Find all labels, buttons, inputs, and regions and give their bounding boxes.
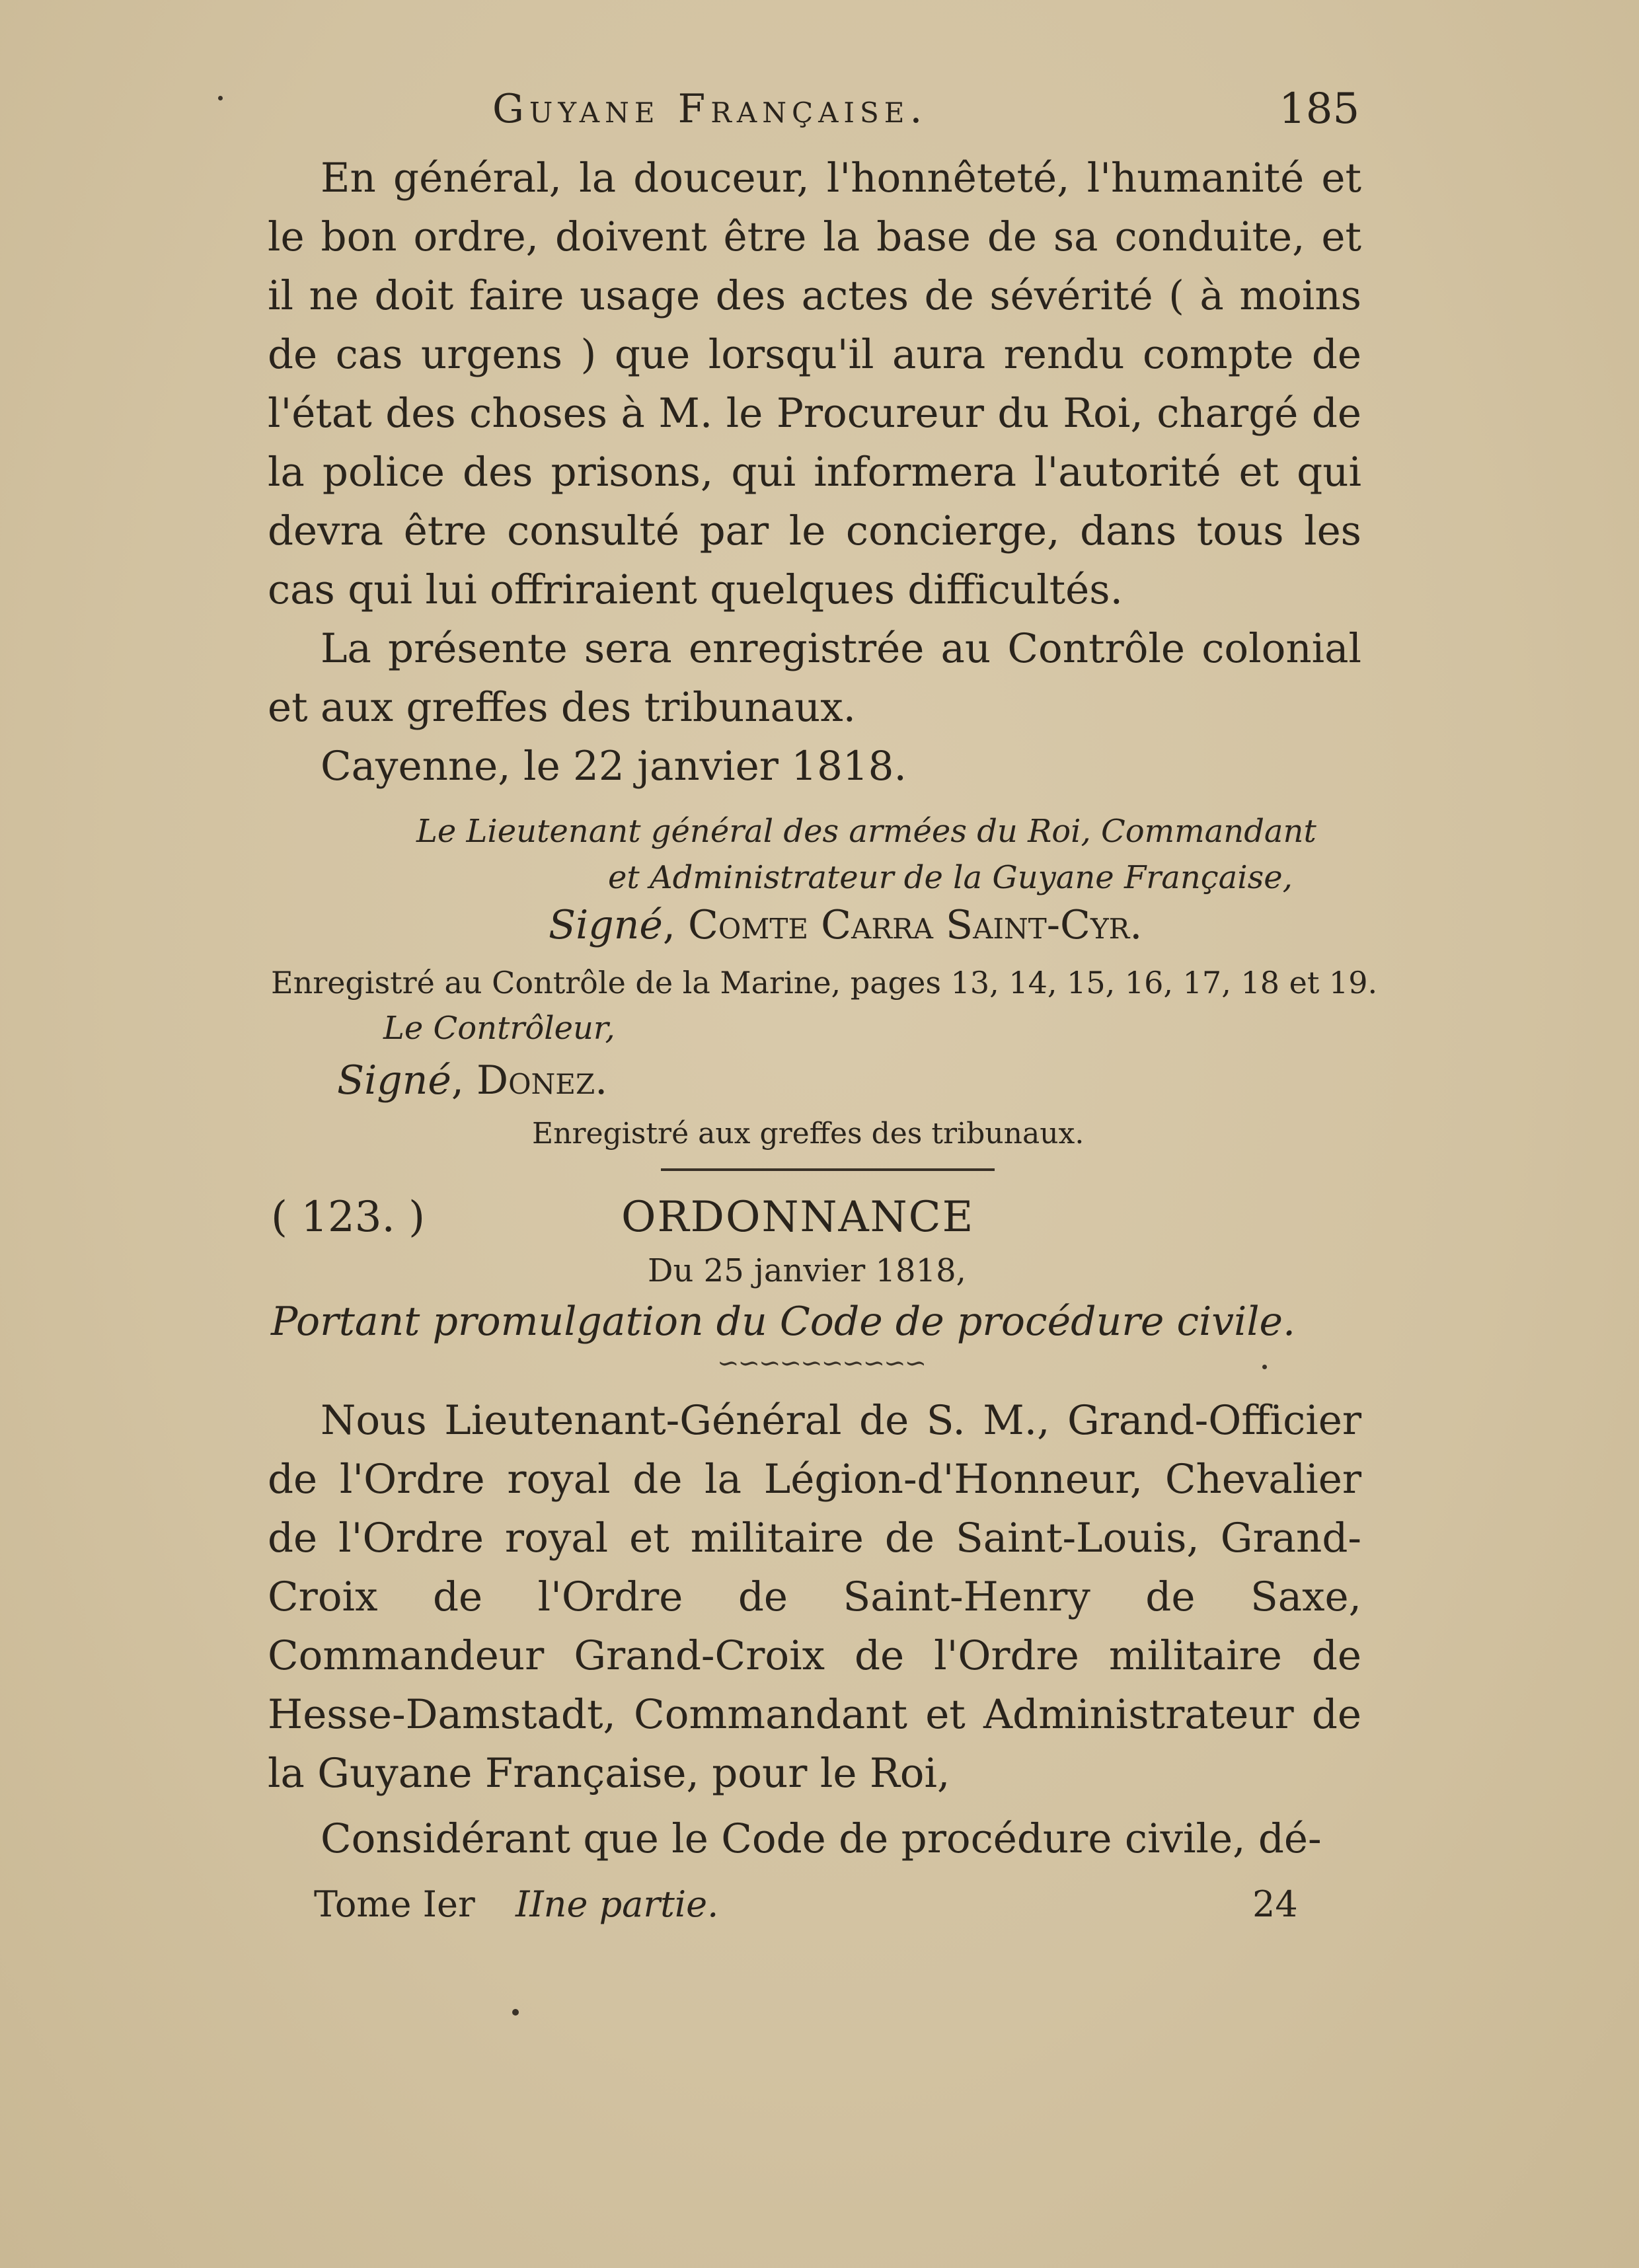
ordonnance-subject: Portant promulgation du Code de procédure civile.	[271, 1299, 1296, 1345]
registration-line: Enregistré au Contrôle de la Marine, pages 13, 14, 15, 16, 17, 18 et 19.	[271, 965, 1378, 1001]
ink-speck	[512, 2009, 519, 2016]
ordonnance-title: ORDONNANCE	[621, 1193, 975, 1242]
footer-signature-mark: 24	[1252, 1883, 1298, 1925]
controleur-label: Le Contrôleur,	[383, 1010, 615, 1047]
signature1-line2: et Administrateur de la Guyane Française,	[608, 859, 1293, 896]
ink-speck	[1262, 1365, 1267, 1369]
body-top	[268, 149, 1361, 796]
paragraph-nous: Nous Lieutenant-Général de S. M., Grand-Officier de l'Ordre royal de la Légion-d'Honneur, Chevalier de l'Ordre royal et militaire de Saint-Louis, Grand-Croix de l'Ordre de Saint-Henry de Saxe, Commandeur Grand-Croix de l'Ordre militaire de Hesse-Damstadt, Commandant et Administrateur de la Guyane Française, pour le Roi,	[268, 1397, 1361, 1797]
ordonnance-date: Du 25 janvier 1818,	[648, 1252, 966, 1289]
paragraph-registration: La présente sera enregistrée au Contrôle colonial et aux greffes des tribunaux.	[268, 625, 1361, 731]
greffes-note: Enregistré aux greffes des tribunaux.	[532, 1117, 1085, 1151]
signe-label-2: Signé	[337, 1057, 451, 1104]
wavy-ornament: ∽∽∽∽∽∽∽∽∽∽	[717, 1348, 926, 1379]
signe-label: Signé	[549, 902, 663, 948]
controleur-name: , Donez.	[451, 1057, 608, 1104]
ink-speck	[218, 96, 223, 100]
paragraph-conduct: En général, la douceur, l'honnêteté, l'humanité et le bon ordre, doivent être la base de sa conduite, et il ne doit faire usage des actes de sévérité ( à moins de cas urgens ) que lorsqu'il aura rendu compte de l'état des choses à M. le Procureur du Roi, chargé de la police des prisons, qui informera l'autorité et qui devra être consulté par le concierge, dans tous les cas qui lui offriraient quelques difficultés.	[268, 155, 1361, 613]
separator-rule	[661, 1168, 995, 1171]
running-header-title: Guyane Française.	[492, 86, 928, 132]
page-number: 185	[1279, 85, 1360, 133]
footer-tome: Tome Ier	[314, 1883, 475, 1925]
body-ordonnance	[268, 1391, 1361, 1868]
signature1-name: , Comte Carra Saint-Cyr.	[662, 902, 1143, 948]
ordonnance-number: ( 123. )	[271, 1193, 426, 1242]
paragraph-considerant: Considérant que le Code de procédure civile, dé-	[321, 1815, 1322, 1862]
signature1-signed	[549, 902, 1142, 948]
controleur-signed	[337, 1057, 607, 1104]
signature1-line1: Le Lieutenant général des armées du Roi, Commandant	[416, 813, 1316, 850]
footer-partie: IIne partie.	[515, 1883, 719, 1925]
place-date: Cayenne, le 22 janvier 1818.	[321, 743, 907, 790]
